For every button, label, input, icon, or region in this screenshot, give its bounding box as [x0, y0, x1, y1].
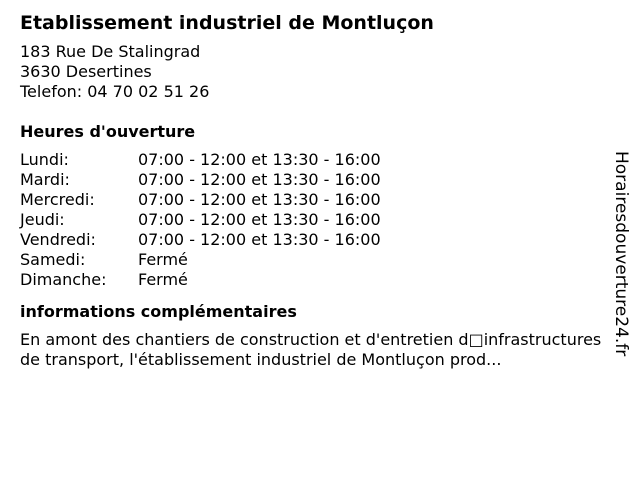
- hours-row-thursday: [20, 210, 610, 230]
- opening-hours-table: [20, 150, 610, 290]
- hours-row-monday: [20, 150, 610, 170]
- hours-value: 07:00 - 12:00 et 13:30 - 16:00: [138, 150, 381, 169]
- city-line: 3630 Desertines: [20, 62, 152, 81]
- hours-value: 07:00 - 12:00 et 13:30 - 16:00: [138, 230, 381, 249]
- day-label: Mardi:: [20, 170, 70, 189]
- day-label: Dimanche:: [20, 270, 107, 289]
- hours-value: 07:00 - 12:00 et 13:30 - 16:00: [138, 170, 381, 189]
- hours-value: 07:00 - 12:00 et 13:30 - 16:00: [138, 210, 381, 229]
- business-card: [20, 10, 610, 370]
- page-title: Etablissement industriel de Montluçon: [20, 12, 434, 34]
- street-address: 183 Rue De Stalingrad: [20, 42, 201, 61]
- info-description: En amont des chantiers de construction et d'entretien d□infrastructures de transport, l'établissement industriel de Montluçon prod...: [20, 330, 602, 369]
- side-brand-watermark: [601, 134, 640, 374]
- phone-line: Telefon: 04 70 02 51 26: [20, 82, 210, 101]
- hours-row-wednesday: [20, 190, 610, 210]
- address-block: [20, 42, 610, 102]
- day-label: Samedi:: [20, 250, 86, 269]
- hours-row-tuesday: [20, 170, 610, 190]
- hours-row-saturday: [20, 250, 610, 270]
- day-label: Vendredi:: [20, 230, 96, 249]
- hours-row-sunday: [20, 270, 610, 290]
- hours-heading: Heures d'ouverture: [20, 122, 196, 141]
- day-label: Lundi:: [20, 150, 69, 169]
- info-heading: informations complémentaires: [20, 302, 297, 321]
- hours-row-friday: [20, 230, 610, 250]
- day-label: Jeudi:: [20, 210, 65, 229]
- hours-value: 07:00 - 12:00 et 13:30 - 16:00: [138, 190, 381, 209]
- hours-value: Fermé: [138, 250, 188, 269]
- hours-value: Fermé: [138, 270, 188, 289]
- day-label: Mercredi:: [20, 190, 95, 209]
- side-brand-text: Horairesdouverture24.fr: [611, 151, 631, 357]
